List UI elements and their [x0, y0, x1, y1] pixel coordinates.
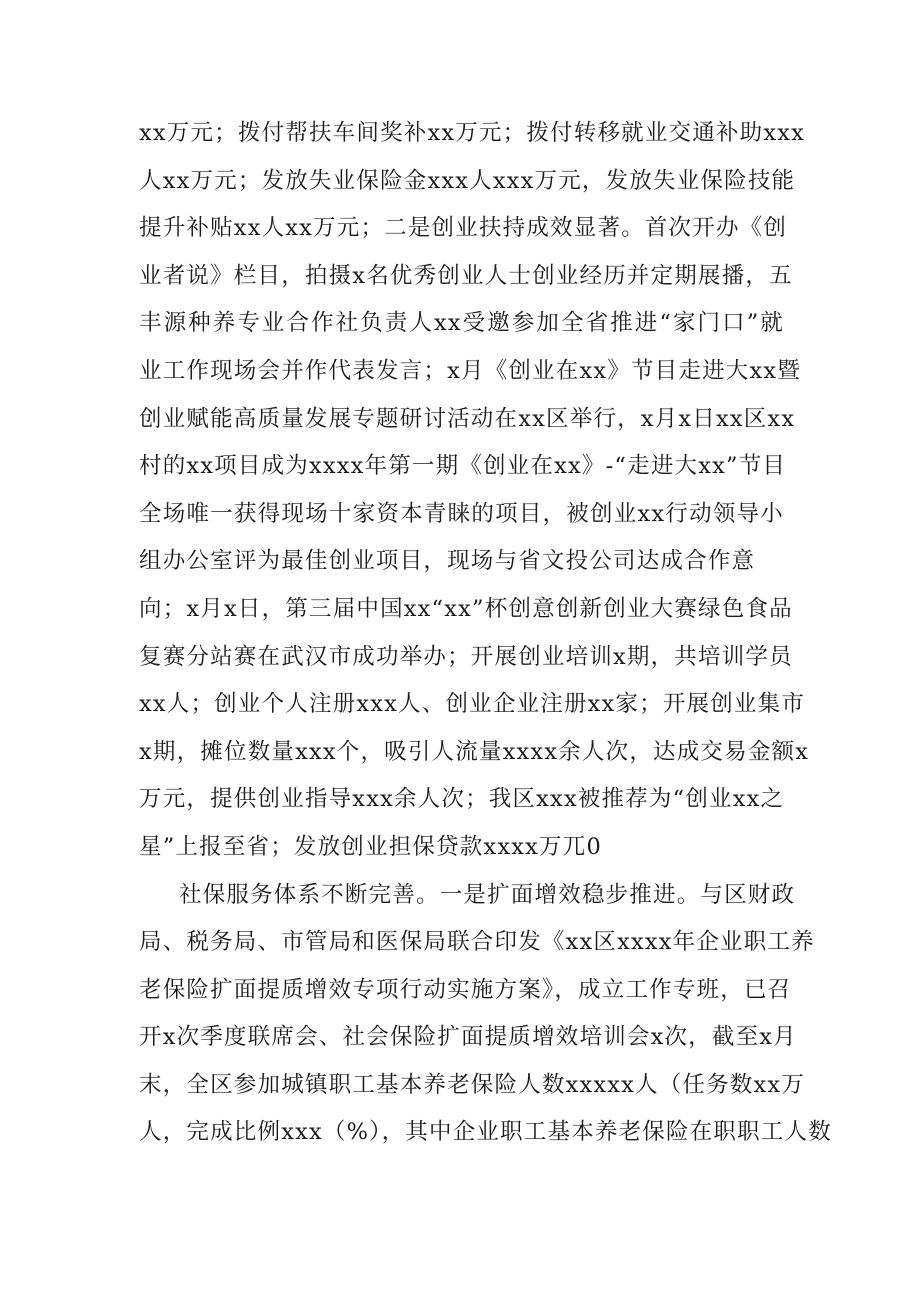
text-line: 开x次季度联席会、社会保险扩面提质增效培训会x次，截至x月 [139, 1024, 797, 1051]
text-line: 村的xx项目成为xxxx年第一期《创业在xx》-“走进大xx”节目 [139, 453, 787, 480]
text-line: 提升补贴xx人xx万元；二是创业扶持成效显著。首次开办《创 [139, 215, 788, 242]
text-line: 组办公室评为最佳创业项目，现场与省文投公司达成合作意 [139, 548, 756, 575]
text-line: xx万元；拨付帮扶车间奖补xx万元；拨付转移就业交通补助xxx [139, 120, 806, 146]
text-line: 人，完成比例xxx（%），其中企业职工基本养老保险在职职工人数 [139, 1119, 832, 1146]
text-line: 复赛分站赛在武汉市成功举办；开展创业培训x期，共培训学员 [139, 643, 793, 670]
text-line: 丰源种养专业合作社负责人xx受邀参加全省推进“家门口”就 [139, 310, 784, 337]
text-line: 全场唯一获得现场十家资本青睐的项目，被创业xx行动领导小 [139, 500, 784, 527]
text-line: xx人；创业个人注册xxx人、创业企业注册xx家；开展创业集市 [139, 691, 806, 718]
text-line: 创业赋能高质量发展专题研讨活动在xx区举行，x月x日xx区xx [139, 405, 796, 432]
paragraph-first-line: 社保服务体系不断完善。一是扩面增效稳步推进。与区财政 [179, 881, 796, 908]
paragraph-end-line: 星”上报至省；发放创业担保贷款xxxx万兀0 [139, 833, 602, 860]
text-line: 人xx万元；发放失业保险金xxx人xxx万元，发放失业保险技能 [139, 167, 796, 194]
text-line: 业工作现场会并作代表发言；x月《创业在xx》节目走进大xx暨 [139, 357, 801, 384]
text-line: 老保险扩面提质增效专项行动实施方案》，成立工作专班，已召 [139, 976, 792, 1003]
text-line: 业者说》栏目，拍摄x名优秀创业人士创业经历并定期展播，五 [139, 262, 793, 289]
text-line: 末，全区参加城镇职工基本养老保险人数xxxxx人（任务数xx万 [139, 1071, 806, 1098]
text-line: 向；x月x日，第三届中国xx“xx”杯创意创新创业大赛绿色食品 [139, 595, 793, 622]
text-line: x期，摊位数量xxx个，吸引人流量xxxx余人次，达成交易金额x [139, 738, 810, 765]
text-line: 局、税务局、市管局和医保局联合印发《xx区xxxx年企业职工养 [139, 929, 815, 956]
document-body [139, 110, 832, 1157]
text-line: 万元，提供创业指导xxx余人次；我区xxx被推荐为“创业xx之 [139, 786, 785, 813]
